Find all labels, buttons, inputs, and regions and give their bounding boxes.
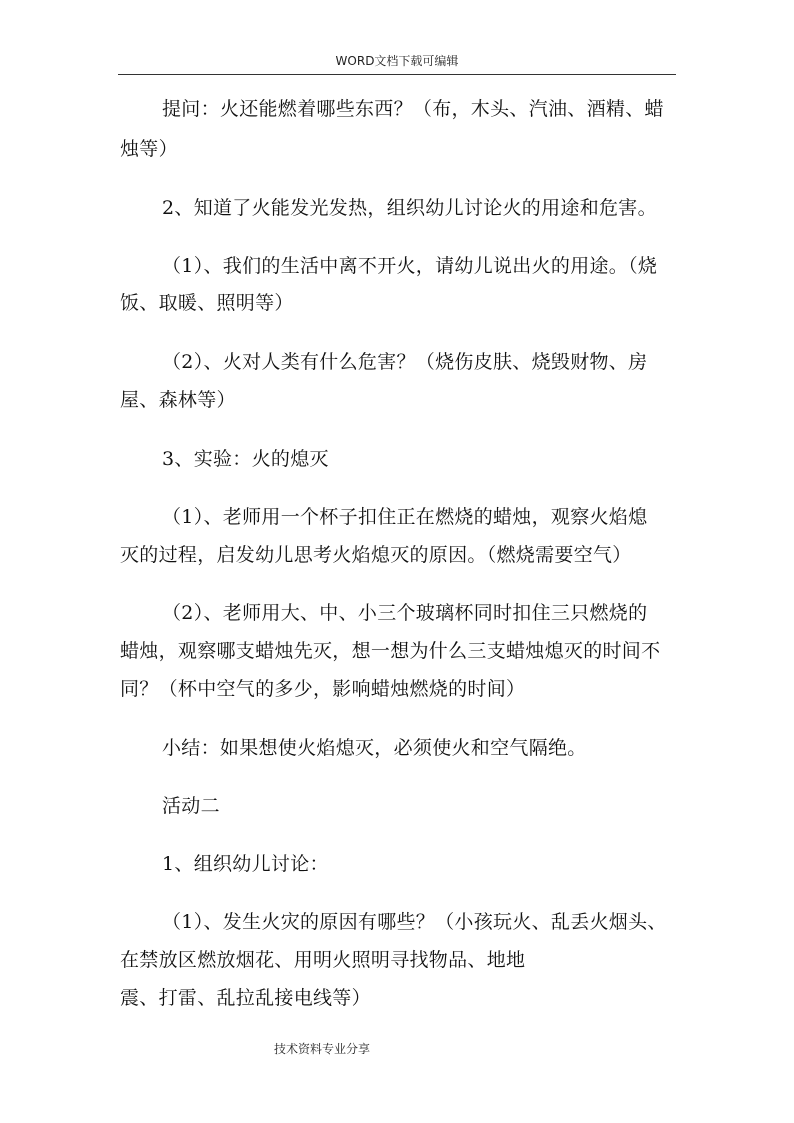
paragraph-line: 活动二 [162,795,220,817]
paragraph-line: （2）、老师用大、中、小三个玻璃杯同时扣住三只燃烧的 [162,602,648,624]
paragraph-line: （1）、老师用一个杯子扣住正在燃烧的蜡烛，观察火焰熄 [162,506,648,528]
paragraph-line: 饭、取暖、照明等） [120,292,294,314]
page-header: WORD文档下载可编辑 [335,54,459,68]
paragraph-line: 灭的过程，启发幼儿思考火焰熄灭的原因。（燃烧需要空气） [120,544,632,566]
paragraph-line: 3、实验：火的熄灭 [162,448,329,470]
paragraph-line: 烛等） [120,138,178,160]
paragraph-line: 在禁放区燃放烟花、用明火照明寻找物品、地地 [120,949,526,971]
paragraph-line: 蜡烛，观察哪支蜡烛先灭，想一想为什么三支蜡烛熄灭的时间不 [120,640,661,662]
paragraph-line: （1）、发生火灾的原因有哪些？（小孩玩火、乱丢火烟头、 [162,911,667,933]
paragraph-line: 提问：火还能燃着哪些东西？（布，木头、汽油、酒精、蜡 [162,98,664,120]
paragraph-line: 2、知道了火能发光发热，组织幼儿讨论火的用途和危害。 [162,197,657,219]
paragraph-line: 小结：如果想使火焰熄灭，必须使火和空气隔绝。 [162,737,587,759]
paragraph-line: （2）、火对人类有什么危害？（烧伤皮肤、烧毁财物、房 [162,351,648,373]
paragraph-line: 震、打雷、乱拉乱接电线等） [120,987,371,1009]
paragraph-line: 同？（杯中空气的多少，影响蜡烛燃烧的时间） [120,678,526,700]
paragraph-line: （1）、我们的生活中离不开火，请幼儿说出火的用途。（烧 [162,255,658,277]
paragraph-line: 屋、森林等） [120,389,236,411]
page-footer: 技术资料专业分享 [274,1042,371,1056]
header-rule [118,74,676,75]
paragraph-line: 1、组织幼儿讨论： [162,853,329,875]
